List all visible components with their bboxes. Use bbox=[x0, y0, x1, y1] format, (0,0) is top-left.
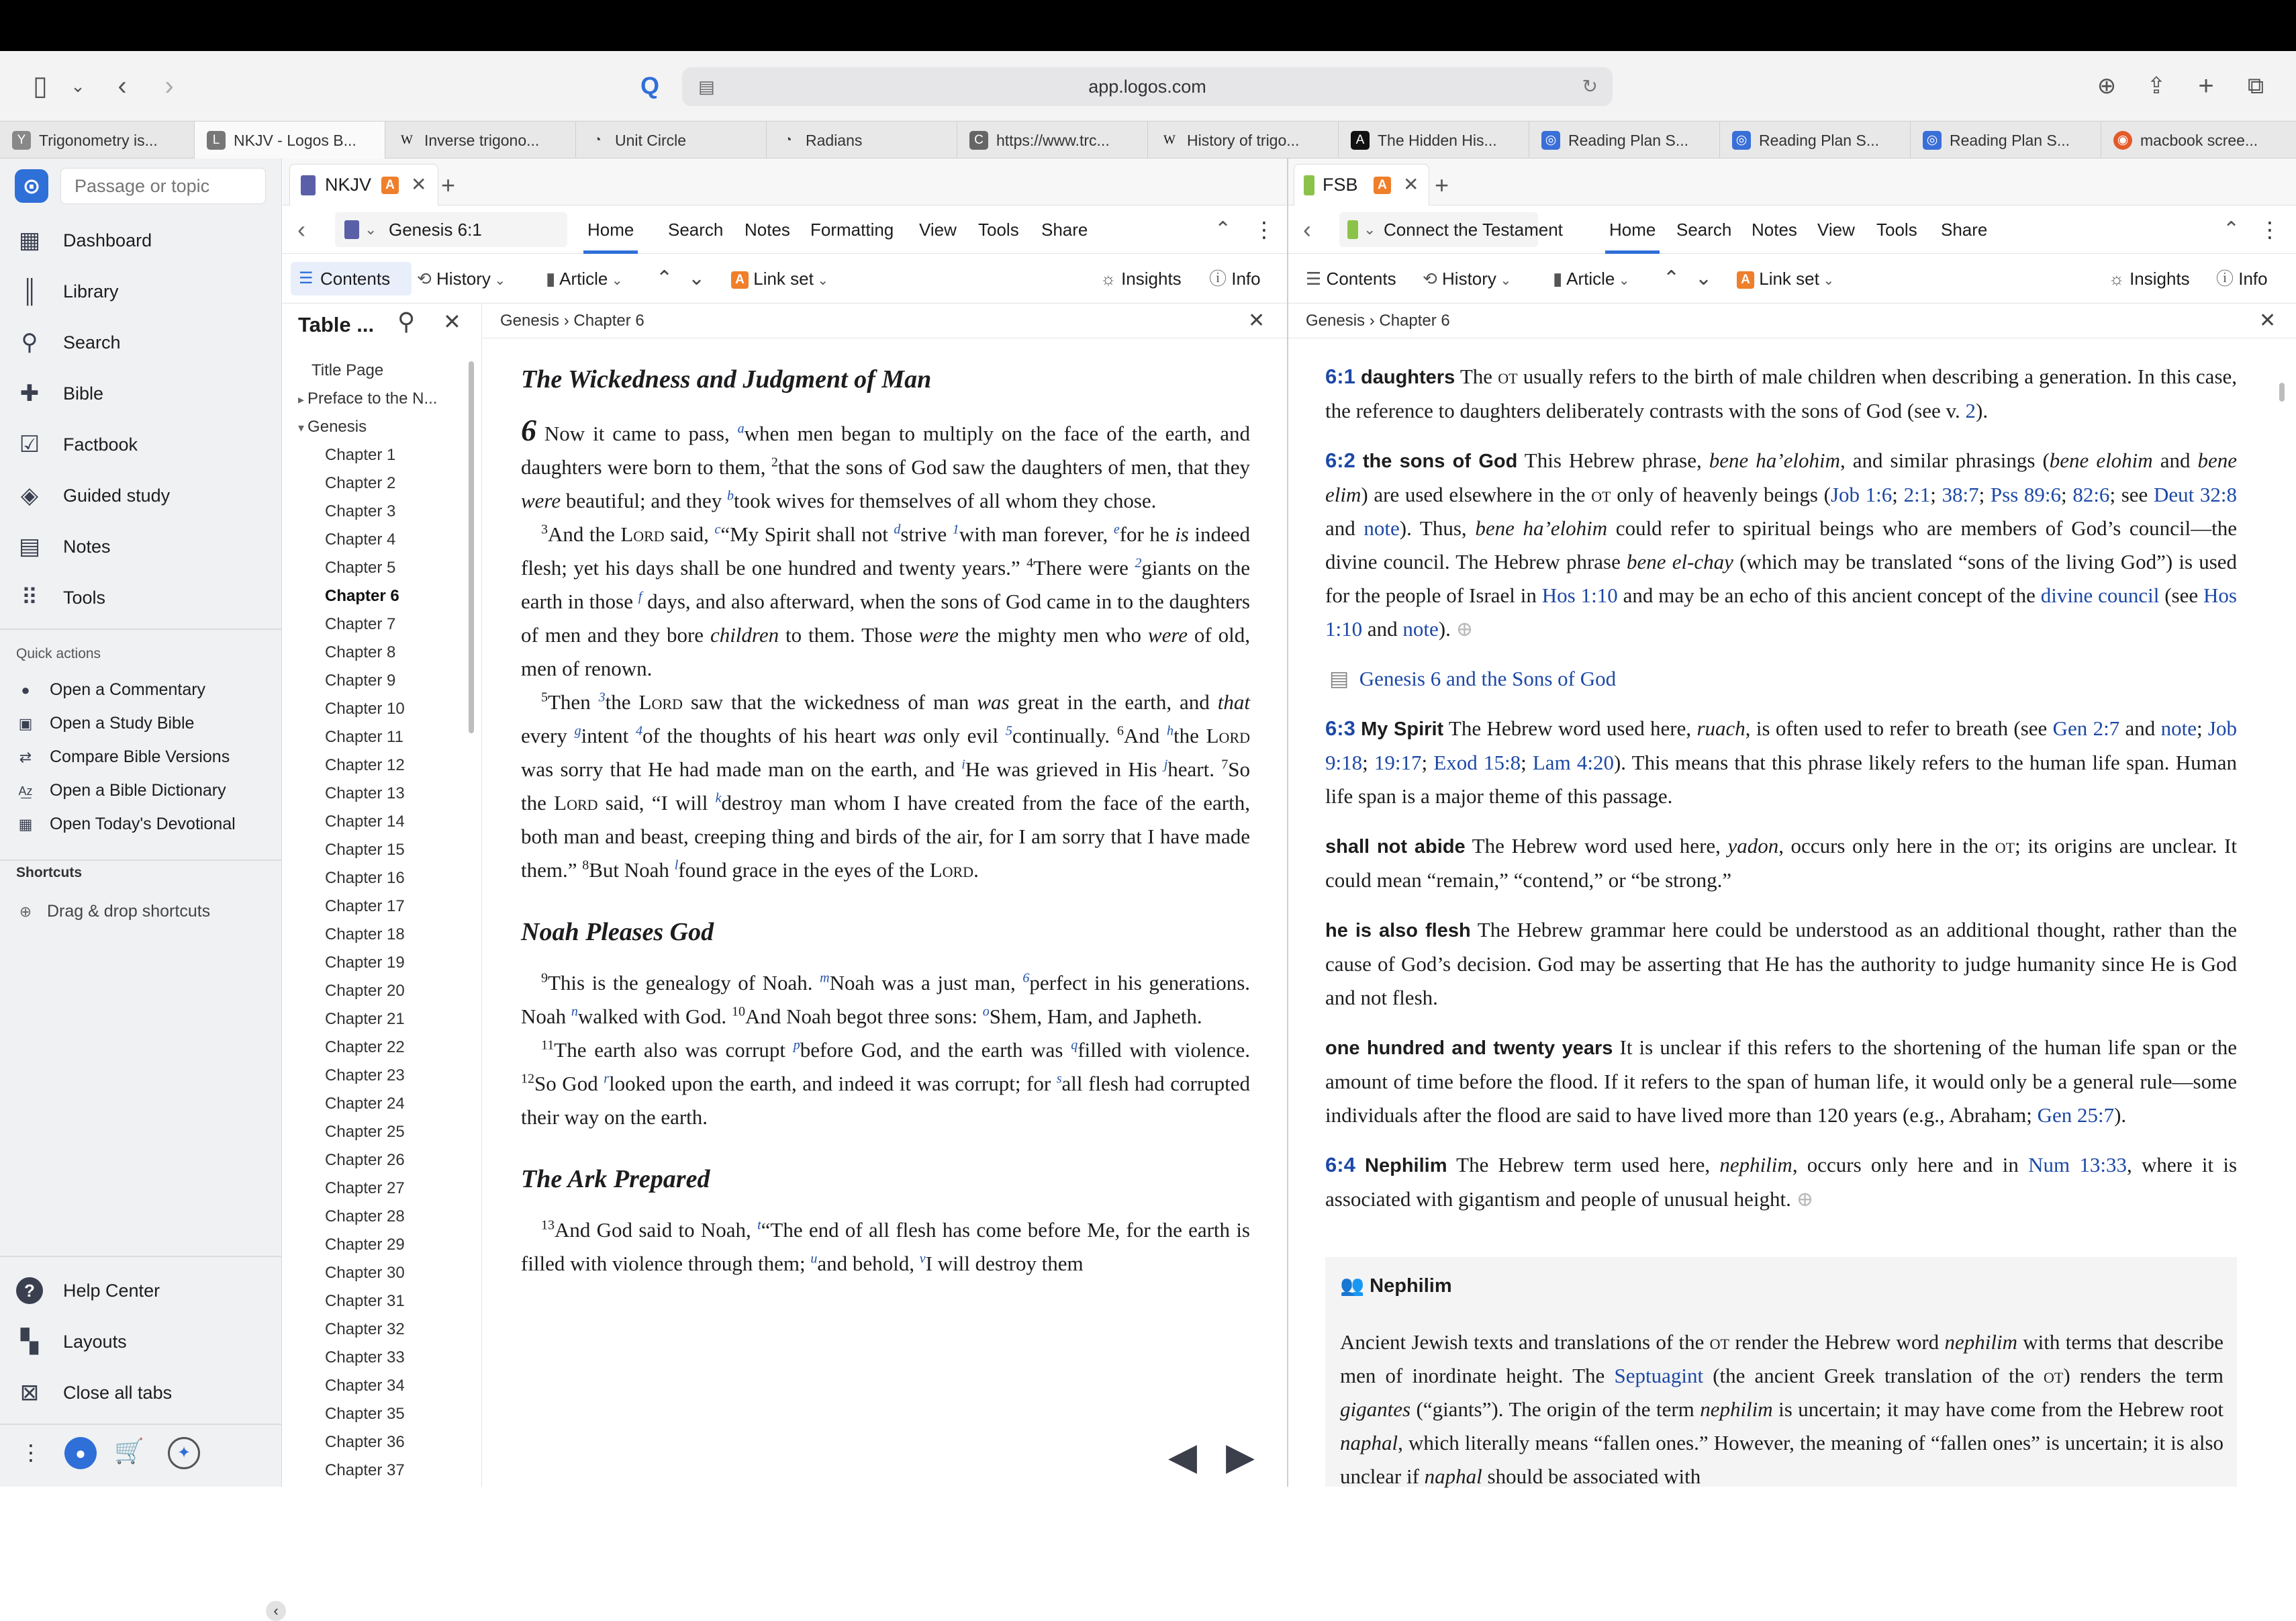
history-button[interactable] bbox=[417, 254, 506, 304]
lightbulb-icon: ☼ bbox=[2109, 269, 2130, 289]
fsb-tabstrip bbox=[1288, 158, 2296, 205]
layouts[interactable] bbox=[15, 1322, 277, 1362]
toc-chapter-item[interactable]: Chapter 17 bbox=[325, 897, 405, 915]
tab-label: macbook scree... bbox=[2140, 132, 2258, 149]
ai-sparkle-icon[interactable]: ✦ bbox=[168, 1437, 200, 1469]
toc-chapter-item[interactable]: Chapter 5 bbox=[325, 559, 396, 577]
browser-tab-active[interactable] bbox=[195, 122, 385, 159]
info-label: Info bbox=[2238, 269, 2268, 289]
browser-tab[interactable] bbox=[1148, 122, 1339, 159]
tab-label: Reading Plan S... bbox=[1950, 132, 2070, 149]
verse-paragraph: 6 Now it came to pass, $^a$when men began to multiply on the face of the earth, and daughters were born to them, $^2$that the sons of God saw the daughters of men, that they were beautiful; and they $^b$took wives for themselves of all whom they chose. bbox=[521, 413, 1251, 512]
breadcrumb-book[interactable]: Genesis bbox=[1306, 312, 1366, 330]
section-heading: The Ark Prepared bbox=[521, 1165, 710, 1193]
verse-paragraph: $^{11}$The earth also was corrupt $^p$before God, and the earth was $^q$filled with violence. $^{12}$So God $^r$looked upon the earth, and indeed it was corrupt; for $^s$all flesh had corrupted their way on the earth. bbox=[521, 1037, 1250, 1129]
info-icon: ⓘ bbox=[2216, 269, 2239, 289]
sidebox-title: Nephilim bbox=[1370, 1275, 1452, 1297]
browser-toolbar bbox=[0, 51, 2296, 121]
fsb-toolbar bbox=[1288, 254, 2296, 304]
toc-chapter-item[interactable]: Chapter 14 bbox=[325, 813, 405, 831]
tab-favicon: W bbox=[1163, 133, 1176, 147]
tab-label: https://www.trc... bbox=[996, 132, 1110, 149]
close-icon[interactable]: ✕ bbox=[2259, 310, 2277, 332]
chevron-down-icon: ⌄ bbox=[1819, 273, 1835, 288]
previous-icon[interactable]: ⌃ bbox=[656, 267, 673, 289]
toc-chapter-item[interactable]: Chapter 12 bbox=[325, 756, 405, 774]
toc-chapter-item[interactable]: Chapter 8 bbox=[325, 643, 396, 661]
tab-label: Reading Plan S... bbox=[1568, 132, 1689, 149]
toc-chapter-item[interactable]: Chapter 6 bbox=[325, 587, 399, 605]
new-tab-icon[interactable]: + bbox=[2198, 71, 2214, 101]
breadcrumb: Genesis › Chapter 6 bbox=[1306, 312, 1450, 330]
article-icon: ▮ bbox=[546, 269, 560, 289]
fsb-breadcrumb bbox=[1288, 304, 2296, 338]
tab-label: Reading Plan S... bbox=[1759, 132, 1880, 149]
collapse-ribbon-icon[interactable]: ⌃ bbox=[1214, 218, 1232, 240]
nav-search[interactable] bbox=[15, 322, 277, 363]
quick-action-label: Open a Commentary bbox=[50, 680, 206, 699]
logos-logo-icon[interactable]: ⊙ bbox=[15, 169, 48, 203]
note-6-2: 6:2 the sons of God This Hebrew phrase, bene ha’elohim, and similar phrasings (bene elohim and bene elim) are used elsewhere in the ot only of heavenly beings (Job 1:6; 2:1; 38:7; Pss 89:6; 82:6; see Deut 32:8 and note). Thus, bene ha’elohim could refer to spiritual beings who are members of God’s council—the divine council. The Hebrew phrase bene el-chay (which may be translated “sons of the living God”) is used for the people of Israel in Hos 1:10 and may be an echo of this ancient concept of the divine council (see Hos 1:10 and note). ⊕ bbox=[1325, 449, 2238, 641]
previous-chapter-icon[interactable]: ◀ bbox=[1168, 1435, 1198, 1477]
tab-favicon: L bbox=[207, 131, 226, 150]
toc-chapter-item[interactable]: Chapter 19 bbox=[325, 954, 405, 972]
tab-favicon: A bbox=[1351, 131, 1370, 150]
reference-input[interactable]: Connect the Testament bbox=[1384, 220, 1563, 240]
article-label: Article bbox=[1566, 269, 1615, 289]
tab-favicon: ◎ bbox=[1923, 131, 1942, 150]
article-link[interactable]: Genesis 6 and the Sons of God bbox=[1359, 667, 1617, 690]
share-icon[interactable]: ⇪ bbox=[2146, 73, 2166, 99]
browser-tab[interactable] bbox=[576, 122, 767, 159]
tab-label: History of trigo... bbox=[1187, 132, 1300, 149]
nkjv-resource-tab[interactable] bbox=[289, 164, 438, 205]
nephilim-sidebar-box bbox=[1325, 1257, 2237, 1487]
chevron-down-icon: ▾ bbox=[298, 421, 308, 434]
add-tab-icon[interactable]: + bbox=[441, 171, 456, 199]
logos-a-badge-icon: A bbox=[381, 177, 399, 194]
nav-label: Tools bbox=[63, 588, 106, 608]
nav-label: Search bbox=[63, 332, 121, 353]
search-icon: ⚲ bbox=[21, 330, 38, 355]
toc-chapter-item[interactable]: Chapter 30 bbox=[325, 1264, 405, 1282]
insights-button[interactable] bbox=[2109, 254, 2190, 304]
tab-tools[interactable]: Tools bbox=[978, 220, 1019, 240]
close-tabs-icon: ⊠ bbox=[19, 1380, 40, 1405]
contents-label: Contents bbox=[320, 269, 391, 289]
toc-item-label: Preface to the N... bbox=[307, 389, 438, 408]
chevron-right-icon: ▸ bbox=[298, 393, 308, 406]
browser-tab[interactable] bbox=[385, 122, 576, 159]
linkset-a-icon: A bbox=[731, 271, 749, 289]
tab-favicon: Y bbox=[12, 131, 31, 150]
nkjv-tabstrip bbox=[283, 158, 1287, 205]
tab-favicon: ◎ bbox=[1732, 131, 1751, 150]
more-icon[interactable]: ⋮ bbox=[2259, 218, 2281, 242]
add-circle-icon: ⊕ bbox=[19, 903, 32, 920]
toc-chapter-item[interactable]: Chapter 13 bbox=[325, 784, 405, 802]
divider bbox=[0, 1424, 282, 1425]
tab-favicon: ◎ bbox=[1541, 131, 1560, 150]
toc-chapter-item[interactable]: Chapter 18 bbox=[325, 925, 405, 943]
tab-label: Trigonometry is... bbox=[39, 132, 158, 149]
toc-chapter-item[interactable]: Chapter 3 bbox=[325, 502, 396, 520]
passage-search-input[interactable] bbox=[60, 168, 266, 204]
toc-chapter-item[interactable]: Chapter 33 bbox=[325, 1348, 405, 1367]
breadcrumb-chapter[interactable]: Chapter 6 bbox=[573, 312, 644, 330]
dashboard-icon: ▦ bbox=[18, 228, 41, 253]
note-6-4: 6:4 Nephilim The Hebrew term used here, nephilim, occurs only here and in Num 13:33, where it is associated with gigantism and people of unusual height. ⊕ bbox=[1325, 1153, 2238, 1211]
browser-tab[interactable] bbox=[767, 122, 957, 159]
book-icon bbox=[301, 175, 316, 195]
app-sidebar bbox=[0, 158, 282, 1619]
close-icon[interactable]: ✕ bbox=[1248, 310, 1265, 332]
quick-action-label: Compare Bible Versions bbox=[50, 747, 230, 766]
toc-chapter-item[interactable]: Chapter 36 bbox=[325, 1433, 405, 1451]
toc-chapter-item[interactable]: Chapter 7 bbox=[325, 615, 396, 633]
factbook-icon: ☑ bbox=[19, 432, 40, 457]
lightbulb-icon: ☼ bbox=[1100, 269, 1122, 289]
help-icon: ? bbox=[16, 1277, 43, 1304]
forward-icon[interactable]: › bbox=[164, 71, 174, 101]
note-also-flesh: he is also flesh The Hebrew grammar here could be understood as an additional thought, rather than the cause of God’s decision. God may be asserting that He has the authority to judge humanity since He is God and not flesh. bbox=[1325, 918, 2237, 1009]
nav-factbook[interactable] bbox=[15, 424, 277, 465]
top-black-bar bbox=[0, 0, 2296, 51]
nkjv-ribbon bbox=[283, 205, 1287, 254]
tab-notes[interactable]: Notes bbox=[1752, 220, 1797, 240]
chevron-down-icon: ⌄ bbox=[813, 273, 829, 288]
tab-favicon: C bbox=[969, 131, 988, 150]
sidebox-title-row bbox=[1340, 1275, 1452, 1297]
cart-icon[interactable]: 🛒 bbox=[114, 1437, 144, 1465]
toc-chapter-item[interactable]: Chapter 32 bbox=[325, 1320, 405, 1338]
toc-chapter-item[interactable]: Chapter 16 bbox=[325, 869, 405, 887]
quick-action-label: Open a Study Bible bbox=[50, 714, 195, 733]
toc-chapter-item[interactable]: Chapter 11 bbox=[325, 728, 403, 746]
toc-chapter-item[interactable]: Chapter 2 bbox=[325, 474, 396, 492]
divider bbox=[0, 860, 282, 861]
library-icon: ║ bbox=[21, 279, 38, 304]
note-120-years: one hundred and twenty years It is unclear if this refers to the shortening of the human life span or the amount of time before the flood. If it refers to the span of human life, it would only be a general rule—some individuals after the flood are said to have lived more than 120 years (e.g., Abraham; Gen 25:7). bbox=[1325, 1035, 2237, 1127]
info-button[interactable] bbox=[2216, 254, 2268, 304]
nav-notes[interactable] bbox=[15, 526, 277, 567]
guided-study-icon: ◈ bbox=[20, 483, 39, 508]
section-heading: The Wickedness and Judgment of Man bbox=[521, 365, 932, 393]
insights-label: Insights bbox=[2130, 269, 2190, 289]
close-icon[interactable]: ✕ bbox=[411, 174, 427, 195]
collapse-ribbon-icon[interactable]: ⌃ bbox=[2223, 218, 2240, 240]
linkset-button[interactable] bbox=[1737, 254, 1834, 304]
tab-title: FSB bbox=[1323, 175, 1358, 195]
sidebar-toggle-icon[interactable]: ▯ bbox=[32, 71, 48, 101]
tab-favicon: ◔ bbox=[784, 133, 792, 147]
browser-tab[interactable] bbox=[1339, 122, 1529, 159]
next-chapter-icon[interactable]: ▶ bbox=[1226, 1435, 1255, 1477]
layouts-icon: ▚ bbox=[20, 1329, 39, 1354]
toc-chapter-item[interactable]: Chapter 29 bbox=[325, 1236, 405, 1254]
tab-favicon: W bbox=[401, 133, 413, 147]
dictionary-icon: A͟z bbox=[18, 784, 33, 798]
previous-icon[interactable]: ⌃ bbox=[1663, 267, 1680, 289]
collapse-sidebar-icon[interactable]: ‹ bbox=[266, 1601, 286, 1621]
contents-label: Contents bbox=[1326, 269, 1396, 289]
expand-icon[interactable]: ⊕ bbox=[1450, 617, 1474, 641]
breadcrumb: Genesis › Chapter 6 bbox=[500, 312, 644, 330]
browser-tab[interactable] bbox=[0, 122, 195, 159]
tab-label: NKJV - Logos B... bbox=[234, 132, 356, 149]
book-icon bbox=[344, 220, 359, 239]
shortcuts-title: Shortcuts bbox=[16, 865, 83, 880]
tab-formatting[interactable]: Formatting bbox=[810, 220, 894, 240]
more-icon[interactable]: ⋮ bbox=[20, 1440, 42, 1465]
reference-box[interactable] bbox=[335, 212, 567, 247]
logos-q-icon[interactable]: Q bbox=[640, 72, 659, 99]
note-6-3: 6:3 My Spirit The Hebrew word used here, ruach, is often used to refer to breath (see Gen 2:7 and note; Job 9:18; 19:17; Exod 15:8; Lam 4:20). This means that this phrase likely refers to the human life span. Human life span is a major theme of this passage. bbox=[1325, 716, 2237, 808]
help-center[interactable] bbox=[15, 1270, 277, 1311]
linkset-label: Link set bbox=[1759, 269, 1819, 289]
toc-chapter-item[interactable]: Chapter 15 bbox=[325, 841, 405, 859]
nav-label: Help Center bbox=[63, 1281, 160, 1301]
article-button[interactable] bbox=[546, 254, 623, 304]
tab-home[interactable]: Home bbox=[583, 205, 638, 254]
logos-a-badge-icon: A bbox=[1374, 177, 1391, 194]
chevron-down-icon[interactable]: ⌄ bbox=[1364, 221, 1376, 238]
insights-label: Insights bbox=[1121, 269, 1182, 289]
close-icon[interactable]: ✕ bbox=[1403, 174, 1419, 195]
document-icon: ▤ bbox=[1329, 667, 1349, 691]
quick-action-label: Open a Bible Dictionary bbox=[50, 781, 226, 800]
toc-item-label: Genesis bbox=[307, 418, 367, 436]
article-icon: ▮ bbox=[1553, 269, 1567, 289]
table-of-contents bbox=[282, 304, 482, 1487]
tab-label: Radians bbox=[806, 132, 863, 149]
tab-label: Unit Circle bbox=[615, 132, 687, 149]
nav-label: Dashboard bbox=[63, 230, 152, 250]
toc-chapter-item[interactable]: Chapter 1 bbox=[325, 446, 396, 464]
tab-search[interactable]: Search bbox=[1676, 220, 1732, 240]
chapter-number: 6 bbox=[521, 413, 536, 447]
tab-label: The Hidden His... bbox=[1378, 132, 1497, 149]
verse-paragraph: $^3$And the Lord said, $^c$“My Spirit shall not $^d$strive $^1$with man forever, $^e$for he is indeed flesh; yet his days shall be one hundred and twenty years.” $^4$There were $^2$giants on the earth in those $^f$ days, and also afterward, when the sons of God came in to the daughters of men and they bore children to them. Those were the mighty men who were of old, men of renown. bbox=[521, 522, 1251, 680]
bible-breadcrumb bbox=[483, 304, 1287, 338]
info-label: Info bbox=[1231, 269, 1261, 289]
tab-share[interactable]: Share bbox=[1041, 220, 1088, 240]
toc-chapter-item[interactable]: Chapter 9 bbox=[325, 671, 396, 690]
verse-paragraph: $^5$Then $^3$the Lord saw that the wickedness of man was great in the earth, and that every $^g$intent $^4$of the thoughts of his heart was only evil $^5$continually. $^6$And $^h$the Lord was sorry that He had made man on the earth, and $^i$He was grieved in His $^j$heart. $^7$So the Lord said, “I will $^k$destroy man whom I have created from the face of the earth, both man and beast, creeping thing and birds of the air, for I am sorry that I have made them.” $^8$But Noah $^l$found grace in the eyes of the Lord. bbox=[521, 690, 1251, 882]
expand-icon[interactable]: ⊕ bbox=[1790, 1187, 1814, 1211]
browser-tab[interactable] bbox=[1529, 122, 1720, 159]
contents-icon: ☰ bbox=[1306, 269, 1327, 289]
toc-chapter-item[interactable]: Chapter 34 bbox=[325, 1377, 405, 1395]
toc-chapter-item[interactable]: Chapter 20 bbox=[325, 982, 405, 1000]
history-label: History bbox=[436, 269, 491, 289]
nav-bible[interactable] bbox=[15, 373, 277, 414]
sidebox-text: Ancient Jewish texts and translations of the ot render the Hebrew word nephilim with terms that describe men of inordinate height. The Septuagint (the ancient Greek translation of the ot) renders the term gigantes (“giants”). The origin of the term nephilim is uncertain; it may have come from the Hebrew root naphal, which literally means “fallen ones.” However, the meaning of “fallen ones” is uncertain; it is also unclear if naphal should be associated with bbox=[1340, 1330, 2224, 1488]
url-text: app.logos.com bbox=[1088, 77, 1206, 97]
back-icon[interactable]: ‹ bbox=[297, 216, 305, 243]
commentary-text bbox=[1325, 360, 2237, 1232]
article-label: Article bbox=[559, 269, 608, 289]
info-button[interactable] bbox=[1209, 254, 1261, 304]
tab-overview-icon[interactable]: ⧉ bbox=[2247, 73, 2264, 99]
browser-tab[interactable] bbox=[1911, 122, 2101, 159]
add-tab-icon[interactable]: + bbox=[1435, 171, 1449, 199]
toc-item[interactable] bbox=[298, 389, 437, 408]
study-bible-icon: ▣ bbox=[18, 715, 33, 732]
section-heading: Noah Pleases God bbox=[521, 918, 714, 946]
chevron-down-icon: ⌄ bbox=[608, 273, 623, 288]
page-settings-icon[interactable]: ▤ bbox=[698, 77, 715, 97]
toc-chapter-item[interactable]: Chapter 28 bbox=[325, 1207, 405, 1225]
account-icon[interactable]: ● bbox=[64, 1437, 97, 1469]
quick-action-label: Open Today's Devotional bbox=[50, 815, 236, 833]
nav-label: Layouts bbox=[63, 1332, 127, 1352]
toc-item[interactable] bbox=[298, 418, 367, 436]
nav-label: Close all tabs bbox=[63, 1383, 173, 1403]
nav-library[interactable] bbox=[15, 271, 277, 312]
next-icon[interactable]: ⌄ bbox=[688, 267, 706, 289]
toc-chapter-item[interactable]: Chapter 23 bbox=[325, 1066, 405, 1084]
breadcrumb-book[interactable]: Genesis bbox=[500, 312, 560, 330]
note-shall-not-abide: shall not abide The Hebrew word used here, yadon, occurs only here in the ot; its origins are unclear. It could mean “remain,” “contend,” or “be strong.” bbox=[1325, 834, 2237, 892]
tab-notes[interactable]: Notes bbox=[745, 220, 790, 240]
insights-button[interactable] bbox=[1100, 254, 1182, 304]
close-all-tabs[interactable] bbox=[15, 1373, 277, 1413]
browser-tab-bar bbox=[0, 121, 2296, 158]
toc-chapter-item[interactable]: Chapter 4 bbox=[325, 530, 396, 549]
notes-icon: ▤ bbox=[18, 534, 41, 559]
linkset-a-icon: A bbox=[1737, 271, 1754, 289]
tab-favicon: ◔ bbox=[593, 133, 602, 147]
toc-chapter-item[interactable]: Chapter 27 bbox=[325, 1179, 405, 1197]
toc-chapter-item[interactable]: Chapter 37 bbox=[325, 1461, 405, 1479]
nav-tools[interactable] bbox=[15, 577, 277, 618]
fsb-resource-tab[interactable] bbox=[1294, 164, 1429, 205]
bible-icon: ✚ bbox=[19, 381, 40, 406]
history-icon: ⟲ bbox=[417, 269, 437, 289]
quick-actions-title: Quick actions bbox=[16, 646, 101, 661]
toc-title: Table ... bbox=[298, 313, 375, 336]
note-6-1: 6:1 daughters The ot usually refers to the birth of male children when describing a generation. In this case, the reference to daughters deliberately contrasts with the sons of God (see v. 2). bbox=[1325, 365, 2238, 422]
breadcrumb-chapter[interactable]: Chapter 6 bbox=[1379, 312, 1450, 330]
contents-button[interactable] bbox=[291, 262, 412, 295]
scrollbar[interactable] bbox=[469, 361, 474, 733]
toc-chapter-item[interactable]: Chapter 25 bbox=[325, 1123, 405, 1141]
download-icon[interactable]: ⊕ bbox=[2097, 73, 2117, 99]
toc-chapter-item[interactable]: Chapter 10 bbox=[325, 700, 405, 718]
chevron-down-icon[interactable]: ⌄ bbox=[70, 76, 85, 96]
linkset-button[interactable] bbox=[731, 254, 828, 304]
reference-box[interactable] bbox=[1339, 212, 1563, 247]
tab-search[interactable]: Search bbox=[668, 220, 724, 240]
nav-label: Bible bbox=[63, 383, 104, 404]
history-icon: ⟲ bbox=[1423, 269, 1443, 289]
tab-view[interactable]: View bbox=[1817, 220, 1855, 240]
back-icon[interactable]: ‹ bbox=[117, 71, 127, 101]
history-label: History bbox=[1442, 269, 1496, 289]
tab-view[interactable]: View bbox=[919, 220, 957, 240]
browser-tab[interactable] bbox=[1720, 122, 1911, 159]
back-icon[interactable]: ‹ bbox=[1303, 216, 1311, 243]
commentary-icon: ● bbox=[21, 682, 30, 698]
browser-tab[interactable] bbox=[957, 122, 1148, 159]
toc-item[interactable]: Title Page bbox=[312, 361, 384, 379]
nav-label: Guided study bbox=[63, 485, 171, 506]
bible-text bbox=[521, 363, 1250, 1281]
tab-home[interactable]: Home bbox=[1605, 205, 1660, 254]
toc-chapter-item[interactable]: Chapter 31 bbox=[325, 1292, 405, 1310]
contents-button[interactable] bbox=[1306, 254, 1396, 304]
fsb-ribbon bbox=[1288, 205, 2296, 254]
article-link-row[interactable] bbox=[1325, 662, 2237, 696]
chevron-down-icon: ⌄ bbox=[490, 273, 506, 288]
chevron-down-icon: ⌄ bbox=[1615, 273, 1630, 288]
next-icon[interactable]: ⌄ bbox=[1695, 267, 1713, 289]
address-bar[interactable] bbox=[682, 67, 1613, 106]
book-icon bbox=[1347, 220, 1358, 239]
tab-title: NKJV bbox=[325, 175, 372, 195]
scrollbar[interactable] bbox=[2279, 383, 2285, 402]
nav-label: Factbook bbox=[63, 434, 138, 455]
calendar-icon: ▦ bbox=[18, 816, 33, 833]
nav-guided-study[interactable] bbox=[15, 475, 277, 516]
close-icon[interactable]: ✕ bbox=[443, 310, 461, 334]
toc-chapter-item[interactable]: Chapter 24 bbox=[325, 1095, 405, 1113]
chevron-down-icon: ⌄ bbox=[1496, 273, 1512, 288]
article-button[interactable] bbox=[1553, 254, 1630, 304]
compare-icon: ⇄ bbox=[19, 749, 32, 766]
tools-icon: ⠿ bbox=[21, 585, 38, 610]
verse-paragraph: $^9$This is the genealogy of Noah. $^m$Noah was a just man, $^6$perfect in his generations. Noah $^n$walked with God. $^{10}$And Noah begot three sons: $^o$Shem, Ham, and Japheth. bbox=[521, 970, 1251, 1028]
browser-tab[interactable] bbox=[2101, 122, 2296, 159]
tab-label: Inverse trigono... bbox=[424, 132, 540, 149]
divider bbox=[0, 1256, 282, 1257]
shortcut-label: Drag & drop shortcuts bbox=[47, 902, 211, 921]
nkjv-toolbar bbox=[283, 254, 1287, 304]
toc-chapter-item[interactable]: Chapter 21 bbox=[325, 1010, 405, 1028]
reload-icon[interactable]: ↻ bbox=[1582, 76, 1598, 97]
book-icon bbox=[1304, 175, 1314, 195]
toc-chapter-item[interactable]: Chapter 26 bbox=[325, 1151, 405, 1169]
nav-label: Library bbox=[63, 281, 119, 302]
reference-input[interactable]: Genesis 6:1 bbox=[389, 220, 482, 240]
chevron-down-icon[interactable]: ⌄ bbox=[365, 221, 377, 238]
people-icon: 👥 bbox=[1340, 1275, 1370, 1297]
toc-chapter-item[interactable]: Chapter 22 bbox=[325, 1038, 405, 1056]
search-icon[interactable]: ⚲ bbox=[397, 308, 416, 335]
nav-dashboard[interactable] bbox=[15, 220, 277, 261]
linkset-label: Link set bbox=[753, 269, 814, 289]
history-button[interactable] bbox=[1423, 254, 1511, 304]
divider bbox=[0, 629, 282, 630]
verse-paragraph: $^{13}$And God said to Noah, $^t$“The end of all flesh has come before Me, for the earth is filled with violence through them; $^u$and behold, $^v$I will destroy them bbox=[521, 1217, 1250, 1275]
contents-icon: ☰ bbox=[299, 269, 314, 287]
tab-share[interactable]: Share bbox=[1941, 220, 1988, 240]
info-icon: ⓘ bbox=[1209, 269, 1232, 289]
more-icon[interactable]: ⋮ bbox=[1253, 218, 1275, 242]
nav-label: Notes bbox=[63, 537, 111, 557]
tab-favicon: ◉ bbox=[2113, 131, 2132, 150]
tab-tools[interactable]: Tools bbox=[1876, 220, 1917, 240]
toc-chapter-item[interactable]: Chapter 35 bbox=[325, 1405, 405, 1423]
